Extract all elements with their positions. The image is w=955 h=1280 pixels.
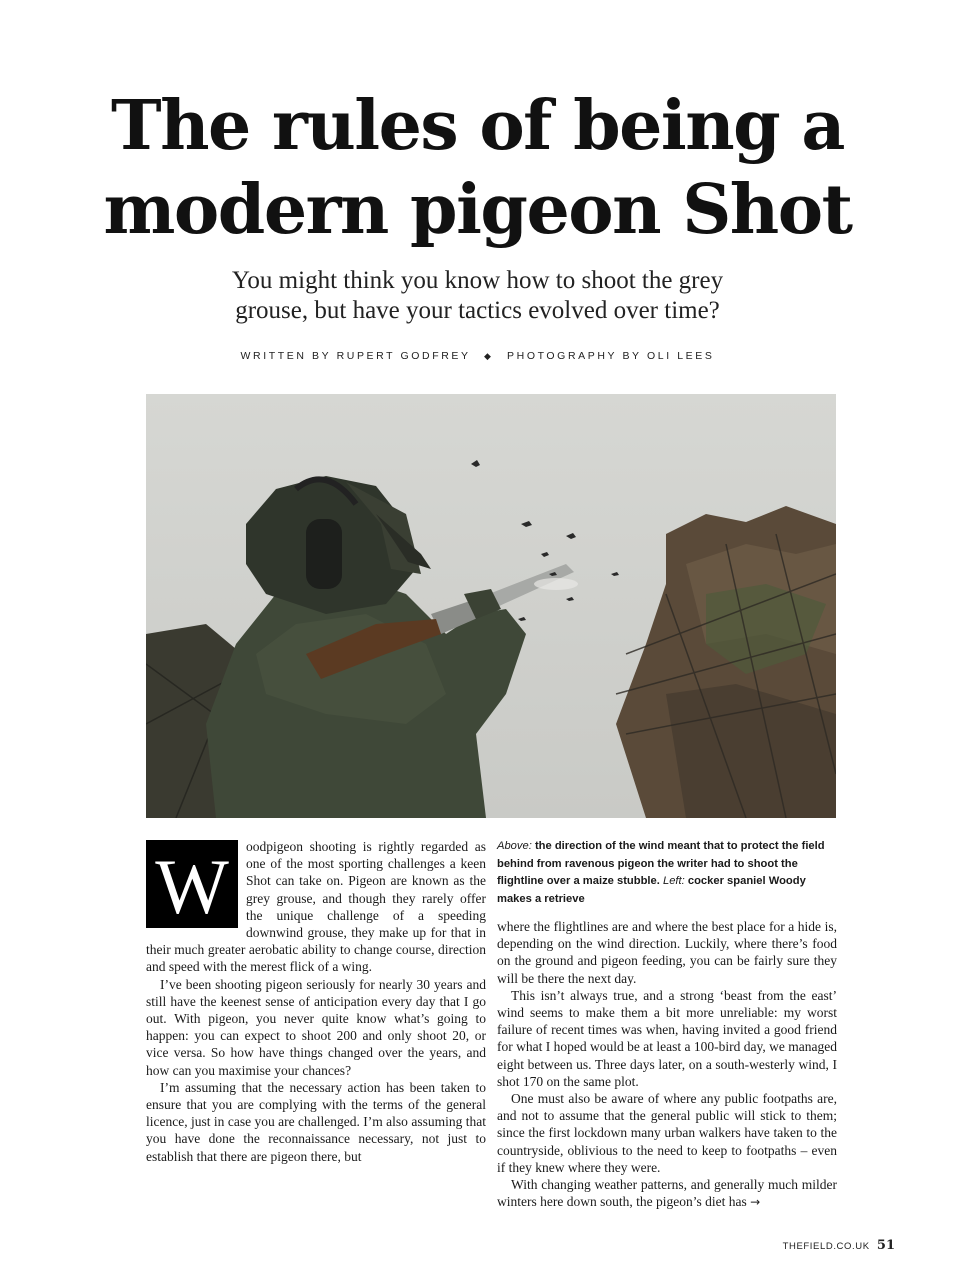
body-paragraph-5: This isn’t always true, and a strong ‘beast from the east’ wind seems to make them a bit more unreliable: my worst failure of recent times was when, having invited a good friend for what I hoped would be at least a 100-bird day, we managed eight between us. Three days later, on a south-westerly wind, I shot 170 on the same plot. (497, 987, 837, 1089)
body-paragraph-4: where the flightlines are and where the best place for a hide is, depending on the wind direction. Luckily, where there’s food on the ground and pigeon feeding, you can be fairly sure they will be there the next day. (497, 919, 837, 986)
byline (0, 350, 955, 362)
writer-credit: WRITTEN BY RUPERT GODFREY (240, 350, 471, 362)
photographer-credit: PHOTOGRAPHY BY OLI LEES (507, 350, 715, 362)
continue-arrow-icon: → (750, 1195, 761, 1210)
body-paragraph-3: I’m assuming that the necessary action has been taken to ensure that you are complying with the terms of the general licence, just in case you are challenged. I’m also assuming that you have done the reconnaissance necessary, not just to establish that there are pigeon there, but (146, 1079, 486, 1164)
body-paragraph-7: With changing weather patterns, and generally much milder winters here down south, the pigeon’s diet has → (497, 1177, 837, 1210)
drop-cap: W (146, 840, 238, 928)
standfirst-line-1: You might think you know how to shoot the grey (231, 267, 724, 294)
standfirst (0, 266, 955, 326)
page-number: 51 (876, 1238, 895, 1253)
body-column-left (146, 838, 486, 1165)
headline-line-1: The rules of being a (111, 86, 844, 166)
hero-photo (146, 394, 836, 818)
caption-above-text: the direction of the wind meant that to protect the field behind from ravenous pigeon the writer had to shoot the flightline over a maize stubble. (497, 840, 825, 887)
page-footer (783, 1238, 895, 1253)
photo-caption (497, 838, 837, 908)
shooter-illustration (146, 394, 836, 818)
site-url: THEFIELD.CO.UK (782, 1241, 870, 1252)
headline-line-2: modern pigeon Shot (103, 170, 852, 250)
body-paragraph-2: I’ve been shooting pigeon seriously for nearly 30 years and still have the keenest sense of anticipation every day that I go out. With pigeon, you never quite know what’s going to happen: you can expect to shoot 200 and only shoot 20, or vice versa. So how have things changed over the years, and how can you maximise your chances? (146, 976, 486, 1078)
headline (0, 84, 955, 252)
body-column-right (497, 838, 837, 1211)
caption-above-label: Above: (497, 840, 532, 852)
diamond-separator-icon: ◆ (483, 351, 494, 361)
standfirst-line-2: grouse, but have your tactics evolved over time? (235, 297, 720, 324)
body-paragraph-1: W oodpigeon shooting is rightly regarded as one of the most sporting challenges a keen Shot can take on. Pigeon are known as the grey grouse, and though they rarely offer the unique challenge of a speeding downwind grouse, they make up for that in their much greater aerobatic ability to change course, direction and speed with the merest flick of a wing. (146, 839, 486, 975)
caption-left-text: cocker spaniel Woody makes a retrieve (497, 875, 806, 905)
body-paragraph-6: One must also be aware of where any public footpaths are, and not to assume that the general public will stick to them; since the first lockdown many urban walkers have taken to the countryside, oblivious to the need to keep to footpaths – even if they knew where they were. (497, 1091, 837, 1175)
caption-left-label: Left: (662, 875, 685, 887)
